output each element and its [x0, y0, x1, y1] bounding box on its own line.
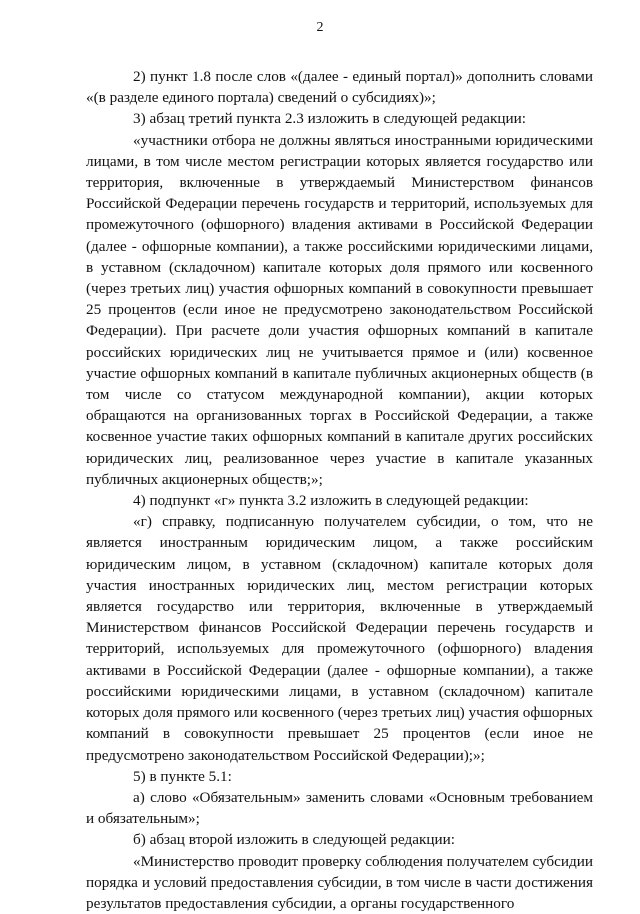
paragraph-item-3-text: «участники отбора не должны являться иностранными юридическими лицами, в том числе местом регистрации которых является государство или территория, включенные в утверждаемый Министерством финансов Российской Федерации перечень государств и территорий, используемых для промежуточного (офшорного) владения активами в Российской Федерации (далее - офшорные компании), а также российскими юридическими лицами, в уставном (складочном) капитале которых доля прямого или косвенного (через третьих лиц) участия офшорных компаний в совокупности превышает 25 процентов (если иное не предусмотрено законодательством Российской Федерации). При расчете доли участия офшорных компаний в капитале российских юридических лиц не учитывается прямое и (или) косвенное участие офшорных компаний в капитале публичных акционерных обществ (в том числе со статусом международной компании), акции которых обращаются на организованных торгах в Российской Федерации, а также косвенное участие таких офшорных компаний в капитале других российских юридических лиц, реализованное через участие в капитале указанных публичных акционерных обществ;»; — [86, 131, 593, 488]
page-number: 2 — [316, 20, 324, 35]
paragraph-item-4-heading: 4) подпункт «г» пункта 3.2 изложить в следующей редакции: — [133, 492, 529, 510]
paragraph-item-5-heading: 5) в пункте 5.1: — [133, 767, 232, 785]
document-body — [86, 66, 593, 914]
paragraph-item-5b-text: «Министерство проводит проверку соблюдения получателем субсидии порядка и условий предоставления субсидии, в том числе в части достижения результатов предоставления субсидии, а органы государственного — [86, 852, 593, 912]
paragraph-item-5a: а) слово «Обязательным» заменить словами «Основным требованием и обязательным»; — [86, 788, 593, 828]
paragraph-item-2: 2) пункт 1.8 после слов «(далее - единый портал)» дополнить словами «(в разделе единого портала) сведений о субсидиях)»; — [86, 68, 593, 107]
paragraph-item-4-text: «г) справку, подписанную получателем субсидии, о том, что не является иностранным юридическим лицом, а также российским юридическим лицом, в уставном (складочном) капитале которых доля участия иностранных юридических лиц, местом регистрации которых является государство или территория, включенные в утверждаемый Министерством финансов Российской Федерации перечень государств и территорий, используемых для промежуточного (офшорного) владения активами в Российской Федерации (далее - офшорные компании), а также российскими юридическими лицами, в уставном (складочном) капитале которых доля прямого или косвенного (через третьих лиц) участия офшорных компаний в совокупности превышает 25 процентов (если иное не предусмотрено законодательством Российской Федерации);»; — [86, 513, 593, 764]
paragraph-item-3-heading: 3) абзац третий пункта 2.3 изложить в следующей редакции: — [133, 110, 526, 128]
paragraph-item-5b: б) абзац второй изложить в следующей редакции: — [133, 831, 455, 849]
